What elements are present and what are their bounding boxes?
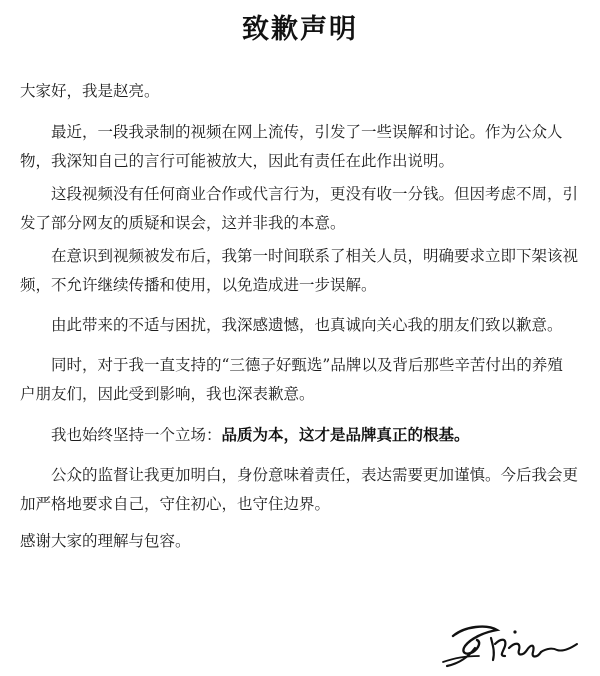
paragraph-closing: 公众的监督让我更加明白，身份意味着责任，表达需要更加谨慎。今后我会更加严格地要求自己，守住初心，也守住边界。 (20, 466, 579, 513)
stance-paragraph (20, 420, 578, 450)
greeting: 大家好，我是赵亮。 (20, 82, 160, 100)
paragraph-3: 在意识到视频被发布后，我第一时间联系了相关人员，明确要求立即下架该视频，不允许继续传播和使用，以免造成进一步误解。 (20, 247, 579, 294)
handwritten-signature (435, 608, 585, 670)
thanks-line: 感谢大家的理解与包容。 (20, 532, 191, 550)
stance-emphasis: 品质为本，这才是品牌真正的根基。 (221, 425, 470, 444)
paragraph-1: 最近，一段我录制的视频在网上流传，引发了一些误解和讨论。作为公众人物，我深知自己的言行可能被放大，因此有责任在此作出说明。 (20, 123, 563, 170)
paragraph-5: 同时，对于我一直支持的“三德子好甄选”品牌以及背后那些辛苦付出的养殖户朋友们，因此受到影响，我也深表歉意。 (20, 356, 563, 403)
paragraph-2: 这段视频没有任何商业合作或代言行为，更没有收一分钱。但因考虑不周，引发了部分网友的质疑和误会，这并非我的本意。 (20, 185, 579, 232)
stance-prefix: 我也始终坚持一个立场： (51, 426, 222, 444)
paragraph-4: 由此带来的不适与困扰，我深感遗憾，也真诚向关心我的朋友们致以歉意。 (51, 316, 563, 334)
document-title: 致歉声明 (242, 14, 358, 45)
